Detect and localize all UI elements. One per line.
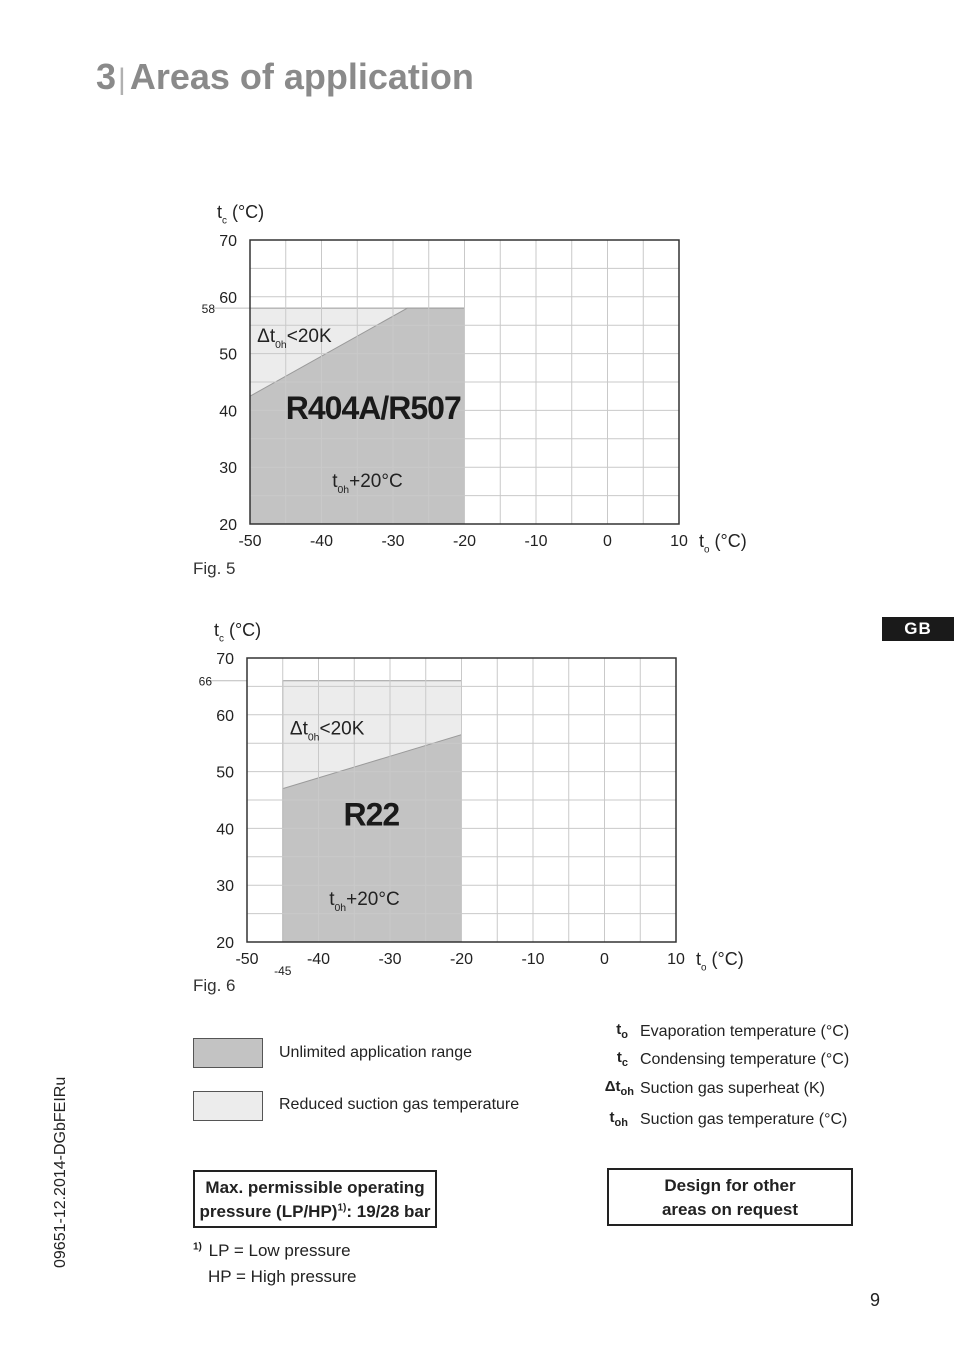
fig6-y-tick-label: 60 — [216, 707, 234, 725]
fig6-x-tick-label: -10 — [521, 951, 545, 968]
symbol-toh-desc: Suction gas temperature (°C) — [640, 1111, 848, 1128]
fig6-x-tick-label: 10 — [667, 951, 685, 968]
fig6-y-tick-label: 50 — [216, 764, 234, 782]
footnote-line2: HP = High pressure — [208, 1267, 357, 1286]
fig6-x-axis-label: $t_o$ (°C) — [696, 949, 744, 974]
fig6-y-tick-label: 70 — [216, 651, 234, 668]
fig5-caption: Fig. 5 — [193, 559, 236, 578]
footnote-line1: LP = Low pressure — [208, 1241, 351, 1260]
design-line2: areas on request — [661, 1200, 799, 1219]
section-number: 3 — [96, 56, 117, 97]
fig6-x-tick-label: -30 — [378, 951, 402, 968]
fig5-extra-y-tick-label: 58 — [201, 302, 215, 317]
document-number: 09651-12.2014-DGbFEIRu — [52, 1076, 69, 1268]
fig5-x-tick-label: 10 — [670, 533, 688, 550]
fig5-y-tick-label: 40 — [219, 403, 237, 421]
symbol-toh: $t_{oh}$ — [609, 1109, 628, 1129]
fig5-x-tick-label: -40 — [309, 533, 334, 550]
symbol-tc-desc: Condensing temperature (°C) — [640, 1051, 850, 1068]
fig6-extra-y-tick-label: 66 — [198, 674, 212, 689]
fig5-y-tick-label: 20 — [219, 517, 237, 534]
page-number: 9 — [870, 1290, 881, 1310]
fig6-x-tick-label: -40 — [306, 951, 331, 968]
design-line1: Design for other — [664, 1176, 796, 1195]
fig6-x-tick-label: 0 — [600, 951, 609, 968]
fig6-y-tick-label: 30 — [216, 878, 234, 896]
title-divider: | — [118, 63, 126, 96]
section-title: Areas of application — [129, 56, 474, 97]
fig5-x-tick-label: 0 — [603, 533, 612, 550]
symbol-to-desc: Evaporation temperature (°C) — [640, 1023, 850, 1040]
pressure-line1: Max. permissible operating — [205, 1178, 425, 1197]
fig5-y-tick-label: 30 — [219, 460, 237, 478]
fig5-y-tick-label: 50 — [219, 346, 237, 364]
fig5-annotation-superheat: $\Delta t_{0h}<20K$ — [257, 326, 332, 351]
fig5-y-tick-label: 60 — [219, 289, 237, 307]
fig6-x-tick-label: -20 — [449, 951, 474, 968]
fig6-extra-x-tick-label: -45 — [274, 964, 292, 978]
fig6-y-tick-label: 40 — [216, 821, 234, 839]
fig5-y-axis-label: $t_c$ (°C) — [217, 202, 265, 227]
fig5-region-label: R404A/R507 — [285, 389, 461, 426]
fig5-x-axis-label: $t_o$ (°C) — [699, 531, 747, 556]
fig5-x-tick-label: -10 — [524, 533, 548, 550]
fig6-annotation-suction-temp: $t_{0h}+20^\circ C$ — [329, 889, 400, 914]
fig6-caption: Fig. 6 — [193, 976, 236, 995]
fig5-x-tick-label: -30 — [381, 533, 405, 550]
legend-label-unlimited: Unlimited application range — [279, 1044, 472, 1061]
fig5-x-tick-label: -20 — [452, 533, 477, 550]
symbol-delta-toh: $\Delta t_{oh}$ — [604, 1078, 634, 1098]
legend-swatch-reduced — [193, 1091, 263, 1121]
design-box — [607, 1168, 853, 1226]
footnote — [193, 1241, 351, 1261]
fig5-annotation-suction-temp: $t_{0h}+20^\circ C$ — [332, 471, 403, 496]
fig6-annotation-superheat: $\Delta t_{0h}<20K$ — [289, 718, 365, 744]
symbol-tc: $t_c$ — [616, 1049, 628, 1069]
symbol-to: $t_o$ — [616, 1021, 628, 1041]
fig6-x-tick-label: -50 — [235, 951, 259, 968]
fig6-y-axis-label: $t_c$ (°C) — [214, 620, 262, 645]
fig5-y-tick-label: 70 — [219, 233, 237, 250]
legend-swatch-unlimited — [193, 1038, 263, 1068]
fig6-region-label: R22 — [343, 796, 400, 833]
fig6-y-tick-label: 20 — [216, 935, 234, 952]
pressure-line2: pressure $(LP/HP)^{1)}$: 19/28 bar — [199, 1202, 431, 1221]
fig5-x-tick-label: -50 — [238, 533, 262, 550]
footnote-marker: 1) — [193, 1241, 202, 1253]
symbol-delta-toh-desc: Suction gas superheat (K) — [640, 1080, 825, 1097]
pressure-box — [193, 1170, 437, 1228]
language-tab: GB — [882, 617, 954, 641]
legend-label-reduced: Reduced suction gas temperature — [279, 1096, 520, 1113]
